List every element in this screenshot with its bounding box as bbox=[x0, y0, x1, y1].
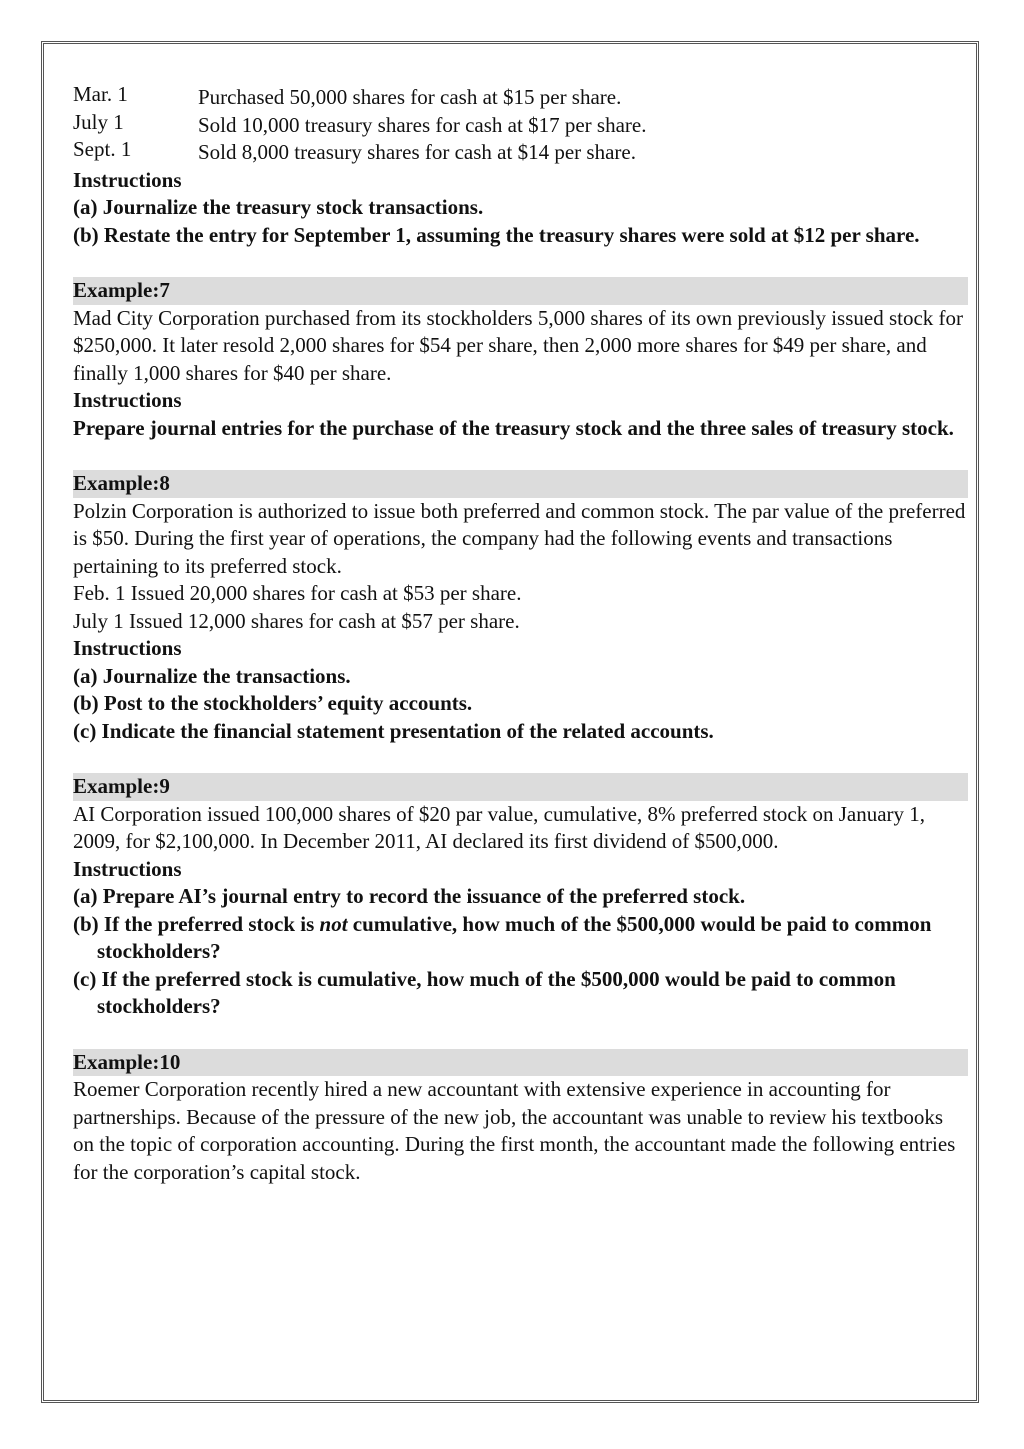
instructions-label: Instructions bbox=[73, 636, 182, 660]
instruction-a: (a) Journalize the transactions. bbox=[73, 663, 351, 688]
example-10-body: Roemer Corporation recently hired a new accountant with extensive experience in accounting for partnerships. Because of the pressure of the new job, the accountant was unable to review his textbooks on the topic of corporation accounting. During the first month, the accountant made the following entries for the corporation’s capital stock. bbox=[73, 1077, 956, 1184]
example-7-body: Mad City Corporation purchased from its stockholders 5,000 shares of its own previously issued stock for $250,000. It later resold 2,000 shares for $54 per share, then 2,000 more shares for $49 per share, and finally 1,000 shares for $40 per share. bbox=[73, 305, 964, 385]
example-8-line-2: July 1 Issued 12,000 shares for cash at $57 per share. bbox=[73, 608, 520, 633]
example-9-body: AI Corporation issued 100,000 shares of $20 par value, cumulative, 8% preferred stock on January 1, 2009, for $2,100,000. In December 2011, AI declared its first dividend of $500,000. bbox=[73, 801, 926, 853]
example-7-task: Prepare journal entries for the purchase of the treasury stock and the three sales of treasury stock. bbox=[73, 415, 954, 440]
instruction-b-start: (b) If the preferred stock is bbox=[73, 911, 320, 936]
instruction-c: (c) If the preferred stock is cumulative, how much of the $500,000 would be paid to common stockholders? bbox=[73, 966, 896, 1018]
instruction-c: (c) Indicate the financial statement presentation of the related accounts. bbox=[73, 718, 714, 743]
instruction-a: (a) Journalize the treasury stock transactions. bbox=[73, 195, 484, 219]
transaction-text: Sold 8,000 treasury shares for cash at $14 per share. bbox=[198, 140, 636, 164]
example-10-heading: Example:10 bbox=[73, 1049, 968, 1077]
transaction-text: Sold 10,000 treasury shares for cash at $17 per share. bbox=[198, 112, 647, 137]
instructions-label: Instructions bbox=[73, 167, 182, 192]
instructions-label: Instructions bbox=[73, 856, 182, 881]
transaction-date: July 1 bbox=[73, 109, 124, 134]
instruction-b: (b) Post to the stockholders’ equity accounts. bbox=[73, 691, 473, 715]
instruction-b: (b) Restate the entry for September 1, assuming the treasury shares were sold at $12 per share. bbox=[73, 222, 920, 247]
document-body bbox=[73, 84, 968, 1186]
transaction-date: Sept. 1 bbox=[73, 137, 132, 161]
instruction-b-end: cumulative, how much of the $500,000 would be paid to common stockholders? bbox=[97, 911, 932, 963]
transaction-row bbox=[73, 109, 968, 140]
instruction-b-emphasis: not bbox=[319, 911, 348, 936]
instruction-a: (a) Prepare AI’s journal entry to record the issuance of the preferred stock. bbox=[73, 884, 746, 908]
example-8-line-1: Feb. 1 Issued 20,000 shares for cash at $53 per share. bbox=[73, 581, 522, 605]
example-8-heading: Example:8 bbox=[73, 470, 968, 498]
transaction-row bbox=[73, 139, 968, 167]
example-8-body: Polzin Corporation is authorized to issue both preferred and common stock. The par value of the preferred is $50. During the first year of operations, the company had the following events and transactions pertaining to its preferred stock. bbox=[73, 498, 966, 578]
transaction-text: Purchased 50,000 shares for cash at $15 per share. bbox=[198, 85, 622, 109]
transaction-date: Mar. 1 bbox=[73, 82, 128, 106]
instruction-b bbox=[73, 911, 968, 966]
transaction-row bbox=[73, 84, 968, 112]
example-9-heading: Example:9 bbox=[73, 773, 968, 801]
transaction-list bbox=[73, 84, 968, 167]
instructions-label: Instructions bbox=[73, 388, 182, 412]
example-7-heading: Example:7 bbox=[73, 277, 968, 305]
